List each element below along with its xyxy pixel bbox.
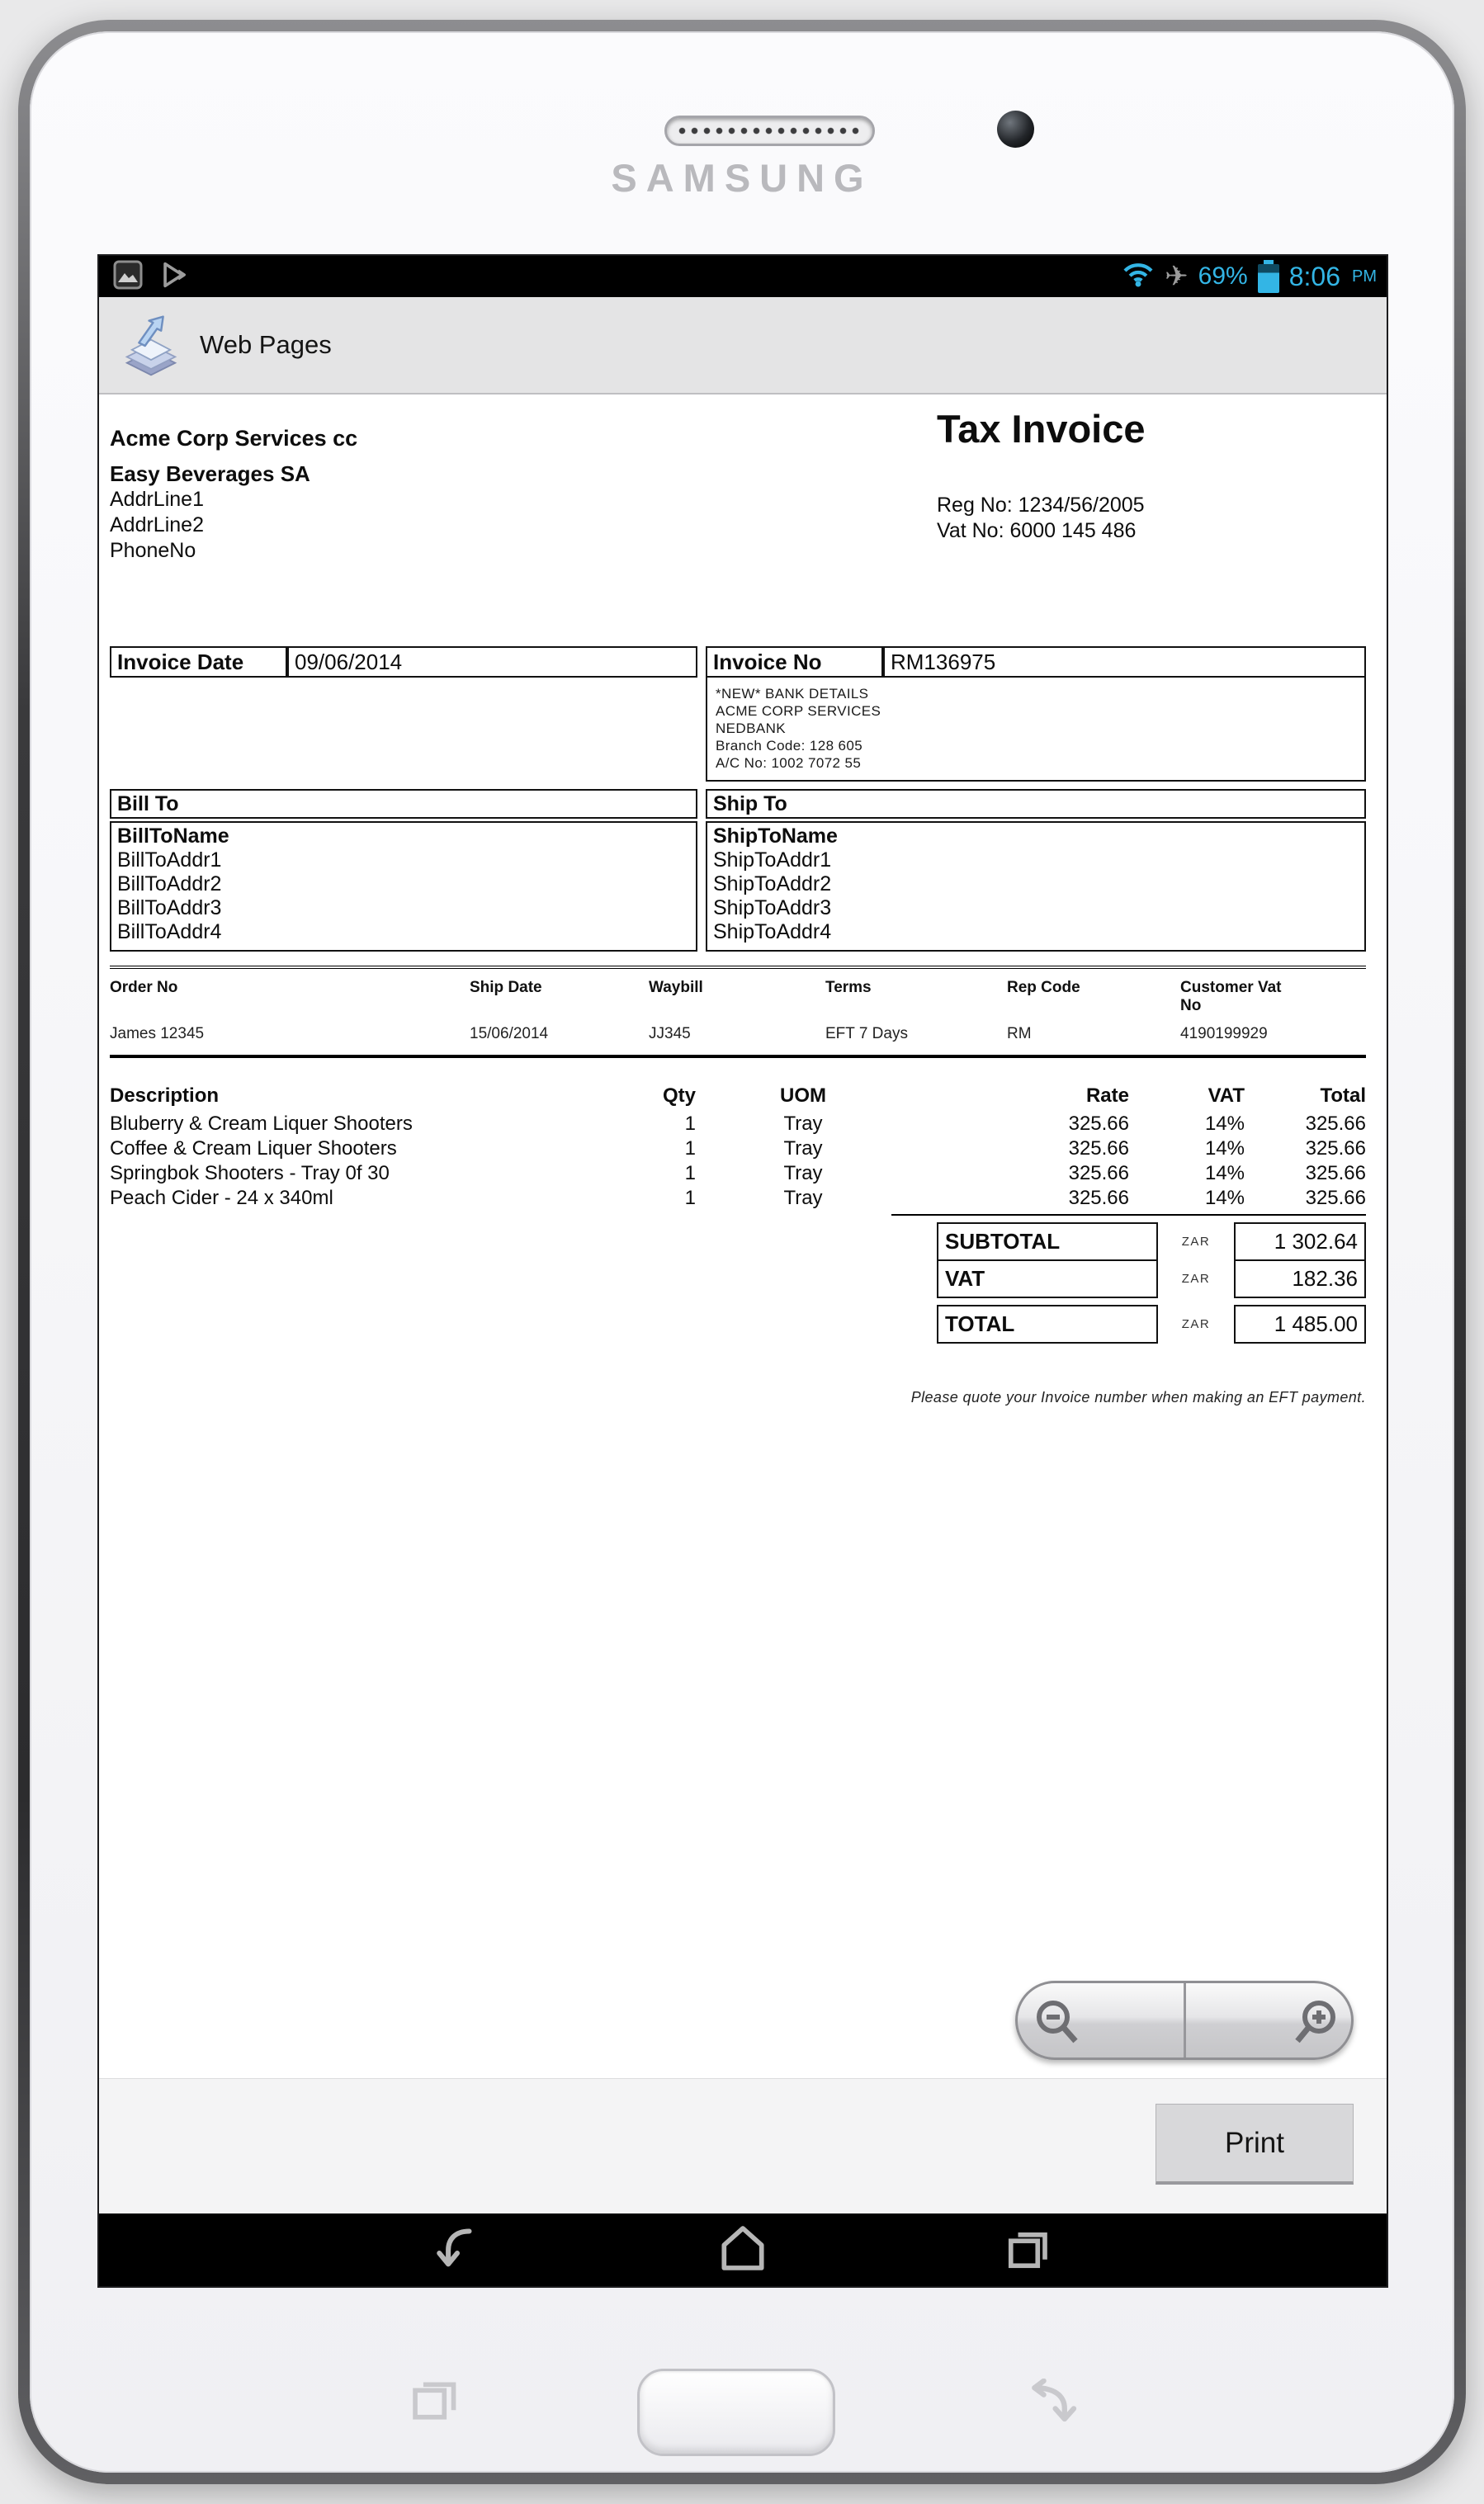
bill-ship-table [110, 789, 1366, 952]
item-row [110, 1161, 1366, 1186]
rep-code-value: RM [1007, 1025, 1032, 1042]
line-items-table [110, 1084, 1366, 1211]
items-header-qty: Qty [662, 1084, 696, 1107]
invoice-date-label: Invoice Date [110, 646, 287, 678]
zoom-control [1015, 1981, 1354, 2060]
bank-details-line: *NEW* BANK DETAILS [716, 686, 869, 702]
back-icon [1022, 2414, 1080, 2428]
total-row [937, 1305, 1366, 1344]
bank-details-line: A/C No: 1002 7072 55 [716, 755, 862, 771]
eft-note: Please quote your Invoice number when making an EFT payment. [910, 1389, 1366, 1406]
speaker-grille [675, 125, 864, 136]
item-uom: Tray [783, 1137, 823, 1160]
bank-details-line: ACME CORP SERVICES [716, 703, 881, 719]
order-info-header: Waybill [649, 979, 703, 996]
ship-to-line: ShipToAddr3 [713, 896, 832, 919]
item-rate: 325.66 [1068, 1113, 1129, 1135]
seller-trading-name: Easy Beverages SA [110, 461, 310, 486]
bill-to-line: BillToAddr4 [117, 920, 222, 943]
item-total: 325.66 [1305, 1162, 1366, 1184]
bill-to-block [110, 821, 697, 952]
item-description: Springbok Shooters - Tray 0f 30 [110, 1162, 390, 1184]
waybill-value: JJ345 [649, 1025, 691, 1042]
order-no-value: James 12345 [110, 1025, 205, 1042]
order-info-header: Terms [825, 979, 872, 996]
item-description: Coffee & Cream Liquer Shooters [110, 1137, 397, 1160]
battery-icon [1258, 260, 1279, 293]
app-header [99, 297, 1387, 394]
subtotal-row [937, 1222, 1366, 1261]
back-icon [433, 2224, 481, 2276]
invoice-no-value: RM136975 [883, 646, 1366, 678]
item-total: 325.66 [1305, 1137, 1366, 1160]
item-rate: 325.66 [1068, 1137, 1129, 1160]
home-button[interactable] [711, 2223, 775, 2277]
bank-details-line: NEDBANK [716, 720, 786, 736]
vat-value: 182.36 [1234, 1259, 1366, 1298]
home-icon [717, 2224, 768, 2276]
item-description: Bluberry & Cream Liquer Shooters [110, 1113, 413, 1135]
item-vat: 14% [1204, 1113, 1245, 1135]
reg-no: Reg No: 1234/56/2005 [937, 494, 1145, 517]
bill-to-line: BillToAddr1 [117, 848, 222, 872]
ship-to-line: ShipToAddr2 [713, 872, 832, 895]
status-bar [99, 256, 1387, 297]
seller-address-line: AddrLine2 [110, 513, 204, 536]
items-header-rate: Rate [1085, 1084, 1129, 1107]
play-store-notification-icon [160, 261, 188, 293]
item-rate: 325.66 [1068, 1187, 1129, 1209]
ship-to-line: ShipToAddr1 [713, 848, 832, 872]
item-uom: Tray [783, 1187, 823, 1209]
currency-code: ZAR [1181, 1272, 1211, 1286]
ship-date-value: 15/06/2014 [470, 1025, 549, 1042]
zoom-in-icon [1287, 1995, 1341, 2053]
subtotal-label: SUBTOTAL [937, 1222, 1158, 1261]
brand-logo: SAMSUNG [611, 156, 873, 200]
physical-home-button[interactable] [637, 2369, 835, 2456]
wifi-icon [1122, 262, 1155, 292]
currency-code: ZAR [1181, 1235, 1211, 1249]
order-info-header: Ship Date [470, 979, 542, 996]
item-vat: 14% [1204, 1162, 1245, 1184]
terms-value: EFT 7 Days [825, 1025, 908, 1042]
vat-row [937, 1259, 1366, 1298]
total-value: 1 485.00 [1234, 1305, 1366, 1344]
item-qty: 1 [684, 1187, 696, 1209]
invoice-title: Tax Invoice [937, 407, 1146, 451]
item-row [110, 1136, 1366, 1161]
ship-to-block [706, 821, 1366, 952]
seller-phone: PhoneNo [110, 539, 196, 562]
earpiece-speaker [664, 116, 875, 146]
item-rate: 325.66 [1068, 1162, 1129, 1184]
items-header-description: Description [110, 1084, 220, 1107]
invoice-webview[interactable] [99, 394, 1387, 2078]
recents-button[interactable] [996, 2223, 1061, 2277]
front-camera [997, 111, 1034, 148]
item-vat: 14% [1204, 1187, 1245, 1209]
clock-time: 8:06 [1288, 261, 1340, 291]
bill-to-line: BillToAddr2 [117, 872, 222, 895]
item-row [110, 1186, 1366, 1211]
bank-details-line: Branch Code: 128 605 [716, 738, 863, 754]
capacitive-recents-button[interactable] [406, 2375, 464, 2431]
screen [99, 256, 1387, 2286]
bill-to-line: BillToAddr3 [117, 896, 222, 919]
item-uom: Tray [783, 1162, 823, 1184]
items-header-uom: UOM [780, 1084, 826, 1107]
invoice-date-value: 09/06/2014 [287, 646, 697, 678]
totals-section [891, 1214, 1366, 1344]
navigation-bar [99, 2213, 1387, 2286]
item-description: Peach Cider - 24 x 340ml [110, 1187, 333, 1209]
recents-icon [1004, 2224, 1053, 2276]
items-header-vat: VAT [1208, 1084, 1245, 1107]
app-title: Web Pages [200, 330, 332, 359]
bill-to-name: BillToName [117, 824, 229, 848]
item-qty: 1 [684, 1137, 696, 1160]
item-total: 325.66 [1305, 1187, 1366, 1209]
ship-to-name: ShipToName [713, 824, 838, 848]
item-qty: 1 [684, 1113, 696, 1135]
zoom-in-button[interactable] [1186, 1983, 1352, 2058]
order-info-header: Order No [110, 979, 178, 996]
invoice-meta-table [110, 646, 1366, 782]
web-pages-app-icon [119, 312, 183, 384]
item-total: 325.66 [1305, 1113, 1366, 1135]
zoom-out-icon [1031, 1995, 1085, 2053]
print-bar [99, 2078, 1387, 2213]
clock-period: PM [1352, 267, 1377, 286]
zoom-out-button[interactable] [1018, 1983, 1184, 2058]
currency-code: ZAR [1181, 1317, 1211, 1331]
airplane-mode-icon: ✈ [1165, 261, 1189, 292]
vat-label: VAT [937, 1259, 1158, 1298]
order-info-header: Rep Code [1007, 979, 1080, 996]
recents-icon [406, 2416, 464, 2430]
back-button[interactable] [425, 2223, 489, 2277]
item-row [110, 1112, 1366, 1136]
ship-to-line: ShipToAddr4 [713, 920, 832, 943]
gallery-notification-icon [112, 259, 144, 295]
bill-to-label: Bill To [110, 789, 697, 819]
print-button[interactable]: Print [1156, 2104, 1354, 2185]
seller-block [110, 426, 357, 564]
bank-details [706, 678, 1366, 782]
item-uom: Tray [783, 1113, 823, 1135]
customer-vat-no-value: 4190199929 [1180, 1025, 1268, 1042]
invoice-no-label: Invoice No [706, 646, 883, 678]
vat-no: Vat No: 6000 145 486 [937, 519, 1137, 542]
capacitive-back-button[interactable] [1022, 2379, 1080, 2429]
subtotal-value: 1 302.64 [1234, 1222, 1366, 1261]
invoice-title-block [937, 406, 1146, 544]
total-label: TOTAL [937, 1305, 1158, 1344]
item-qty: 1 [684, 1162, 696, 1184]
order-info-table [110, 966, 1366, 1058]
battery-percent: 69% [1198, 262, 1248, 290]
order-info-header: Customer Vat No [1180, 979, 1282, 1014]
seller-name: Acme Corp Services cc [110, 426, 358, 451]
ship-to-label: Ship To [706, 789, 1366, 819]
seller-address-line: AddrLine1 [110, 488, 204, 511]
item-vat: 14% [1204, 1137, 1245, 1160]
items-header-total: Total [1320, 1084, 1366, 1107]
